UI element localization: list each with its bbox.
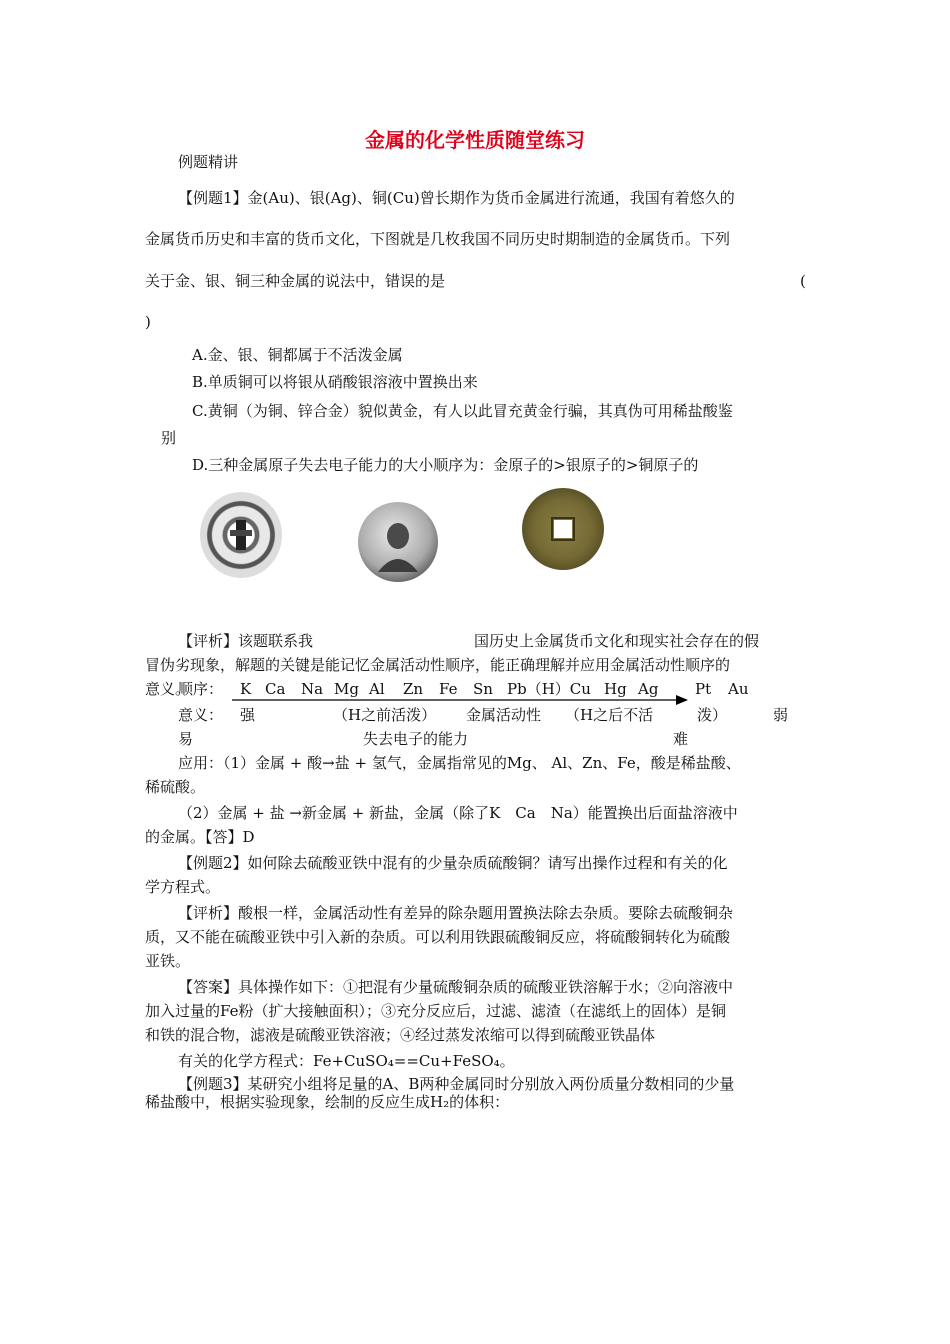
example2-line1: 【例题2】如何除去硫酸亚铁中混有的少量杂质硫酸铜？请写出操作过程和有关的化 [178, 854, 728, 872]
element-pb-h-cu: Pb（H）Cu [507, 680, 591, 698]
application-line1: 应用：（1）金属 + 酸→盐 + 氢气，金属指常见的Mg、 Al、Zn、Fe，酸是稀盐酸、 [178, 754, 741, 772]
analysis2-line3: 亚铁。 [145, 952, 191, 970]
answer-paren-open: ( [800, 272, 806, 290]
answer2-line3: 和铁的混合物，滤液是硫酸亚铁溶液；④经过蒸发浓缩可以得到硫酸亚铁晶体 [145, 1026, 656, 1044]
element-al: Al [369, 680, 385, 698]
example1-line2: 金属货币历史和丰富的货币文化，下图就是几枚我国不同历史时期制造的金属货币。下列 [145, 230, 731, 248]
element-ag: Ag [638, 680, 659, 698]
element-hg: Hg [604, 680, 627, 698]
analysis1-line2: 冒伪劣现象，解题的关键是能记忆金属活动性顺序，能正确理解并应用金属活动性顺序的 [145, 656, 731, 674]
option-c-line1: C.黄铜（为铜、锌合金）貌似黄金，有人以此冒充黄金行骗，其真伪可用稀盐酸鉴 [192, 402, 733, 420]
example1-line3: 关于金、银、铜三种金属的说法中，错误的是 [145, 272, 446, 290]
hard-label: 难 [673, 730, 689, 748]
element-au: Au [728, 680, 749, 698]
application-line2: 稀硫酸。 [145, 778, 206, 796]
lose-electron-label: 失去电子的能力 [363, 730, 469, 748]
analysis1-line1b: 国历史上金属货币文化和现实社会存在的假 [474, 632, 760, 650]
strong-label: 强 [240, 706, 256, 724]
option-c-line2: 别 [161, 429, 177, 447]
example3-line2: 稀盐酸中，根据实验现象，绘制的反应生成H₂的体积： [145, 1093, 510, 1111]
section-label: 例题精讲 [178, 153, 239, 171]
application-line3: （2）金属 + 盐 →新金属 + 新盐，金属（除了K Ca Na）能置换出后面盐溶液中 [178, 804, 738, 822]
element-sn: Sn [473, 680, 493, 698]
option-d: D.三种金属原子失去电子能力的大小顺序为：金原子的>银原子的>铜原子的 [192, 456, 699, 474]
option-a: A.金、银、铜都属于不活泼金属 [192, 346, 403, 364]
analysis1-line1a: 【评析】该题联系我 [178, 632, 314, 650]
copper-cash-coin-image [522, 488, 604, 570]
analysis1-line3: 意义。 [145, 680, 191, 698]
example3-line1: 【例题3】某研究小组将足量的A、B两种金属同时分别放入两份质量分数相同的少量 [178, 1075, 735, 1093]
option-b: B.单质铜可以将银从硝酸银溶液中置换出来 [192, 373, 478, 391]
page-title: 金属的化学性质随堂练习 [365, 128, 585, 152]
example1-line1: 【例题1】金(Au)、银(Ag)、铜(Cu)曾长期作为货币金属进行流通，我国有着悠久的 [178, 189, 735, 207]
answer2-line1: 【答案】具体操作如下：①把混有少量硫酸铜杂质的硫酸亚铁溶解于水；②向溶液中 [178, 978, 734, 996]
after-h-label-1: （H之后不活 [565, 706, 654, 724]
portrait-coin-image [358, 502, 438, 582]
activity-label: 金属活动性 [466, 706, 542, 724]
before-h-label: （H之前活泼） [333, 706, 437, 724]
element-k: K [240, 680, 252, 698]
element-fe: Fe [439, 680, 458, 698]
after-h-label-2: 泼） [697, 706, 728, 724]
easy-label: 易 [178, 730, 194, 748]
element-na: Na [301, 680, 324, 698]
element-ca: Ca [265, 680, 286, 698]
application-line4: 的金属。【答】D [145, 828, 255, 846]
analysis2-line1: 【评析】酸根一样，金属活动性有差异的除杂题用置换法除去杂质。要除去硫酸铜杂 [178, 904, 734, 922]
element-mg: Mg [334, 680, 359, 698]
chemical-equation: 有关的化学方程式：Fe+CuSO₄==Cu+FeSO₄。 [178, 1052, 515, 1070]
meaning-label: 意义： [178, 706, 224, 724]
element-zn: Zn [403, 680, 424, 698]
element-pt: Pt [695, 680, 712, 698]
weak-label: 弱 [773, 706, 789, 724]
silver-dragon-coin-image [200, 492, 282, 578]
order-label: 顺序： [178, 680, 224, 698]
answer2-line2: 加入过量的Fe粉（扩大接触面积）；③充分反应后，过滤、滤渣（在滤纸上的固体）是铜 [145, 1002, 726, 1020]
answer-paren-close: ) [145, 313, 151, 331]
analysis2-line2: 质，又不能在硫酸亚铁中引入新的杂质。可以利用铁跟硫酸铜反应，将硫酸铜转化为硫酸 [145, 928, 731, 946]
example2-line2: 学方程式。 [145, 878, 221, 896]
